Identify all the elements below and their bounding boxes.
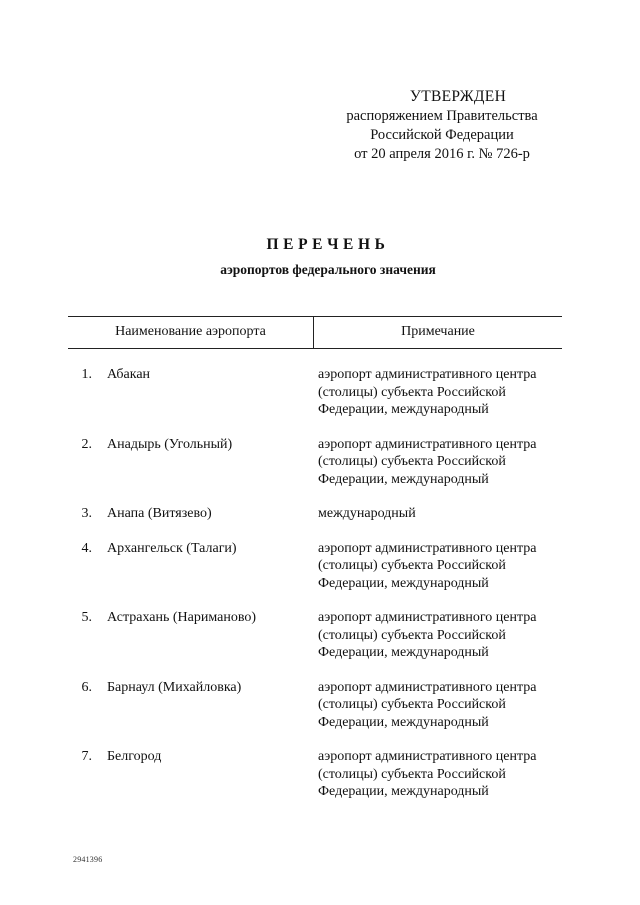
note-line: Федерации, международный [318,471,489,487]
airport-name: Архангельск (Талаги) [107,540,237,556]
row-number: 2. [81,436,92,452]
table-row [68,505,562,523]
row-number: 1. [81,367,92,382]
airport-name: Анадырь (Угольный) [107,436,233,452]
note-line: (столицы) субъекта Российской [318,697,506,712]
approval-line-3: от 20 апреля 2016 г. № 726-р [354,146,530,162]
airport-name: Белгород [107,749,162,764]
airport-name: Анапа (Витязево) [107,506,212,521]
column-header-note: Примечание [401,324,475,339]
table-row [68,366,562,419]
row-number: 5. [81,610,92,625]
note-line: Федерации, международный [318,402,489,417]
note-line: аэропорт административного центра [318,679,537,695]
table-header [68,316,562,349]
airport-note [318,609,558,662]
note-line: аэропорт административного центра [318,610,537,625]
note-line: (столицы) субъекта Российской [318,454,506,469]
note-line: аэропорт административного центра [318,367,537,382]
table-row [68,609,562,662]
airport-note [318,436,558,489]
note-line: (столицы) субъекта Российской [318,558,506,573]
note-line: международный [318,506,416,521]
document-subtitle: аэропортов федерального значения [220,262,436,277]
airport-list [68,366,562,801]
approval-block [337,86,547,164]
approval-line-1: распоряжением Правительства [346,108,538,124]
airport-name: Абакан [107,367,151,382]
document-title: ПЕРЕЧЕНЬ [266,236,390,253]
note-line: аэропорт административного центра [318,436,537,452]
table-row [68,748,562,801]
document-code: 2941396 [73,855,103,864]
airport-note [318,748,558,801]
airport-name: Барнаул (Михайловка) [107,679,242,695]
column-header-name: Наименование аэропорта [115,324,266,339]
note-line: аэропорт административного центра [318,749,537,764]
note-line: Федерации, международный [318,645,489,660]
note-line: Федерации, международный [318,575,489,591]
airport-note [318,540,558,593]
note-line: (столицы) субъекта Российской [318,766,506,782]
note-line: (столицы) субъекта Российской [318,627,506,643]
note-line: (столицы) субъекта Российской [318,384,506,400]
row-number: 3. [81,506,92,521]
table-row [68,540,562,593]
row-number: 6. [81,679,92,695]
table-row [68,436,562,489]
note-line: аэропорт административного центра [318,540,537,556]
airport-note [318,366,558,419]
note-line: Федерации, международный [318,714,489,730]
note-line: Федерации, международный [318,784,489,799]
approval-line-2: Российской Федерации [370,127,514,143]
row-number: 7. [81,749,92,764]
airport-name: Астрахань (Нариманово) [107,610,257,625]
table-row [68,679,562,732]
row-number: 4. [81,540,92,556]
airport-note [318,505,558,523]
approval-stamp: УТВЕРЖДЕН [409,88,507,105]
airport-note [318,679,558,732]
